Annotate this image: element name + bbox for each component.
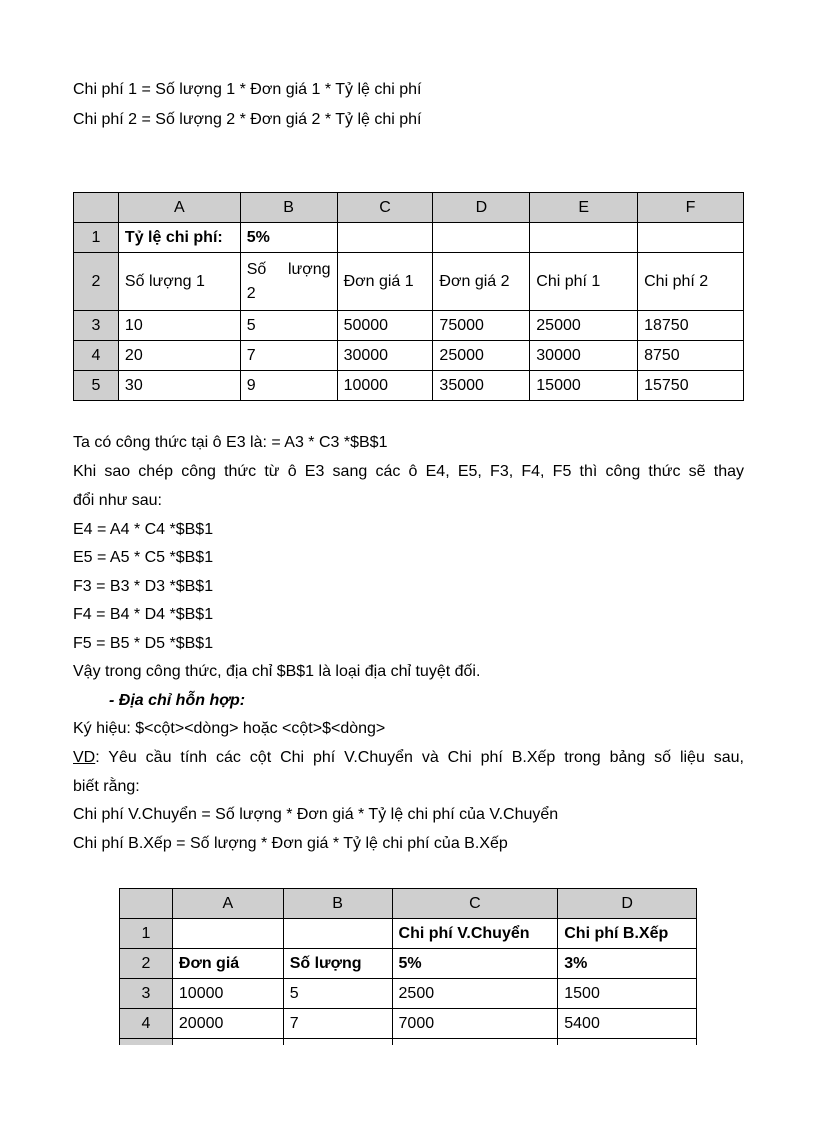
- vd-label: VD: [73, 749, 96, 766]
- row-number: 2: [74, 253, 119, 311]
- explain-p1: Ta có công thức tại ô E3 là: = A3 * C3 *$B$1: [73, 434, 388, 451]
- row-number: 1: [74, 223, 119, 253]
- table-cell: 30: [118, 371, 240, 401]
- table-2-header-row: [120, 889, 697, 919]
- column-header: C: [337, 193, 433, 223]
- table-cell: 25000: [530, 311, 638, 341]
- vd-text: : Yêu cầu tính các cột Chi phí V.Chuyển và Chi phí B.Xếp trong bảng số liệu sau,: [95, 749, 744, 766]
- table-cell: 7: [283, 1009, 392, 1039]
- table-cell: [558, 1039, 697, 1046]
- column-header: B: [283, 889, 392, 919]
- table-cell: 9: [240, 371, 337, 401]
- table-cell: 3%: [558, 949, 697, 979]
- table-cell: 5: [240, 311, 337, 341]
- row-number: 3: [74, 311, 119, 341]
- table-row: [74, 253, 744, 311]
- table-cell: [172, 1039, 283, 1046]
- table-row: [120, 1009, 697, 1039]
- explain-p2a: Khi sao chép công thức từ ô E3 sang các ô E4, E5, F3, F4, F5 thì công thức sẽ thay: [73, 463, 744, 480]
- explain-p2b: đổi như sau:: [73, 492, 162, 509]
- row-number: 1: [120, 919, 173, 949]
- table-row: [74, 341, 744, 371]
- formula-f4: F4 = B4 * D4 *$B$1: [73, 606, 214, 623]
- table-cell: 1500: [558, 979, 697, 1009]
- symbol-line: Ký hiệu: $<cột><dòng> hoặc <cột>$<dòng>: [73, 720, 386, 737]
- section-heading: - Địa chỉ hỗn hợp:: [109, 692, 246, 709]
- table-cell: 7000: [392, 1009, 558, 1039]
- table-row: [74, 311, 744, 341]
- table-row: [120, 919, 697, 949]
- intro-line-2: Chi phí 2 = Số lượng 2 * Đơn giá 2 * Tỷ lệ chi phí: [73, 111, 422, 128]
- table-cell: 30000: [337, 341, 433, 371]
- table-cell: [638, 223, 744, 253]
- table-row: [74, 371, 744, 401]
- table-row: [120, 949, 697, 979]
- row-number: 3: [120, 979, 173, 1009]
- table-cell: 35000: [433, 371, 530, 401]
- table-cell: 20: [118, 341, 240, 371]
- table-cell: 10: [118, 311, 240, 341]
- intro-line-1: Chi phí 1 = Số lượng 1 * Đơn giá 1 * Tỷ lệ chi phí: [73, 81, 422, 98]
- table-cell: 18750: [638, 311, 744, 341]
- table-row-partial: [120, 1039, 697, 1046]
- table-cell: Chi phí B.Xếp: [558, 919, 697, 949]
- table-1: [73, 192, 744, 401]
- table-cell: 75000: [433, 311, 530, 341]
- formula-f3: F3 = B3 * D3 *$B$1: [73, 578, 214, 595]
- table-cell: 15750: [638, 371, 744, 401]
- column-header: A: [118, 193, 240, 223]
- table-cell: 8750: [638, 341, 744, 371]
- column-header: C: [392, 889, 558, 919]
- table-cell: Đơn giá 1: [337, 253, 433, 311]
- table-cell: [337, 223, 433, 253]
- table-cell: 10000: [337, 371, 433, 401]
- table-row: [120, 979, 697, 1009]
- table-cell: 15000: [530, 371, 638, 401]
- corner-cell: [74, 193, 119, 223]
- row-number: [120, 1039, 173, 1046]
- table-cell: 30000: [530, 341, 638, 371]
- table-cell: Đơn giá: [172, 949, 283, 979]
- formula-e5: E5 = A5 * C5 *$B$1: [73, 549, 214, 566]
- table-cell: [530, 223, 638, 253]
- table-cell: 5%: [392, 949, 558, 979]
- formula-bxep: Chi phí B.Xếp = Số lượng * Đơn giá * Tỷ lệ chi phí của B.Xếp: [73, 835, 508, 852]
- table-2: [119, 888, 697, 1045]
- formula-vchuyen: Chi phí V.Chuyển = Số lượng * Đơn giá * Tỷ lệ chi phí của V.Chuyển: [73, 806, 559, 823]
- table-cell: Số lượng 1: [118, 253, 240, 311]
- column-header: E: [530, 193, 638, 223]
- table-cell: 20000: [172, 1009, 283, 1039]
- row-number: 4: [74, 341, 119, 371]
- table-cell: Số lượng: [283, 949, 392, 979]
- cell-line: 2: [246, 284, 256, 302]
- table-cell: Chi phí V.Chuyển: [392, 919, 558, 949]
- table-cell: 25000: [433, 341, 530, 371]
- table-cell: 50000: [337, 311, 433, 341]
- table-cell: [283, 1039, 392, 1046]
- column-header: A: [172, 889, 283, 919]
- table-cell: [172, 919, 283, 949]
- table-cell: 7: [240, 341, 337, 371]
- table-cell: 2500: [392, 979, 558, 1009]
- row-number: 2: [120, 949, 173, 979]
- cell-line: Số lượng: [246, 260, 331, 278]
- table-row: [74, 223, 744, 253]
- row-number: 4: [120, 1009, 173, 1039]
- table-cell: Chi phí 1: [530, 253, 638, 311]
- table-cell: [433, 223, 530, 253]
- table-cell: 10000: [172, 979, 283, 1009]
- vd-line-2: biết rằng:: [73, 778, 140, 795]
- formula-f5: F5 = B5 * D5 *$B$1: [73, 635, 214, 652]
- table-cell: [283, 919, 392, 949]
- row-number: 5: [74, 371, 119, 401]
- table-cell: Tỷ lệ chi phí:: [118, 223, 240, 253]
- corner-cell: [120, 889, 173, 919]
- table-cell: 5: [283, 979, 392, 1009]
- table-cell: 5%: [240, 223, 337, 253]
- column-header: B: [240, 193, 337, 223]
- table-cell: [392, 1039, 558, 1046]
- table-1-header-row: [74, 193, 744, 223]
- table-cell: Đơn giá 2: [433, 253, 530, 311]
- formula-e4: E4 = A4 * C4 *$B$1: [73, 521, 214, 538]
- column-header: F: [638, 193, 744, 223]
- conclusion: Vậy trong công thức, địa chỉ $B$1 là loại địa chỉ tuyệt đối.: [73, 663, 481, 680]
- table-cell: 5400: [558, 1009, 697, 1039]
- column-header: D: [558, 889, 697, 919]
- column-header: D: [433, 193, 530, 223]
- vd-line: [73, 748, 744, 768]
- table-cell: Chi phí 2: [638, 253, 744, 311]
- table-cell: [240, 253, 337, 311]
